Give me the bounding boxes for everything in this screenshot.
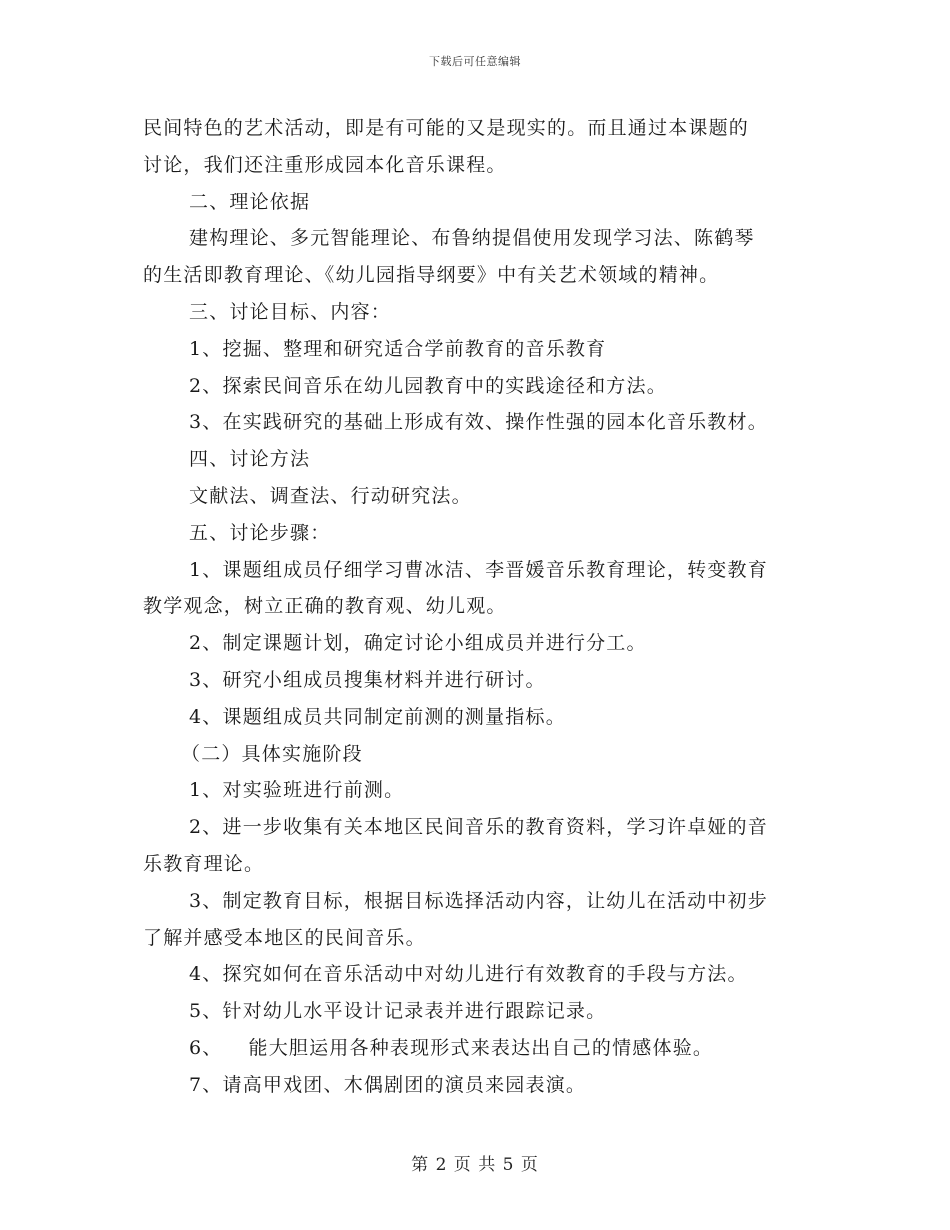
list-item: 3、制定教育目标，根据目标选择活动内容，让幼儿在活动中初步	[189, 889, 768, 912]
list-item-continuation: 了解并感受本地区的民间音乐。	[143, 926, 426, 949]
page-header: 下载后可任意编辑	[429, 55, 521, 68]
list-item: 4、课题组成员共同制定前测的测量指标。	[189, 705, 566, 728]
list-item: 5、针对幼儿水平设计记录表并进行跟踪记录。	[189, 1000, 607, 1023]
section-heading: 三、讨论目标、内容：	[189, 300, 392, 323]
list-text: 能大胆运用各种表现形式来表达出自己的情感体验。	[248, 1036, 714, 1059]
paragraph-line: 建构理论、多元智能理论、布鲁纳提倡使用发现学习法、陈鹤琴	[189, 227, 755, 250]
list-item: 3、在实践研究的基础上形成有效、操作性强的园本化音乐教材。	[189, 411, 768, 434]
section-heading: 五、讨论步骤：	[189, 521, 331, 544]
list-number: 6、	[189, 1036, 223, 1059]
paragraph-line: 讨论，我们还注重形成园本化音乐课程。	[143, 153, 507, 176]
page-number: 第 2 页 共 5 页	[411, 1155, 539, 1175]
list-item: 1、课题组成员仔细学习曹冰洁、李晋媛音乐教育理论，转变教育	[189, 558, 768, 581]
list-item: 4、探究如何在音乐活动中对幼儿进行有效教育的手段与方法。	[189, 963, 748, 986]
paragraph-line: 的生活即教育理论、《幼儿园指导纲要》中有关艺术领域的精神。	[143, 264, 720, 287]
section-heading: 二、理论依据	[189, 190, 311, 213]
list-item: 1、对实验班进行前测。	[189, 779, 405, 802]
section-heading: （二）具体实施阶段	[181, 742, 363, 765]
list-item: 2、进一步收集有关本地区民间音乐的教育资料，学习许卓娅的音	[189, 816, 768, 839]
section-heading: 四、讨论方法	[189, 448, 311, 471]
list-item	[143, 1030, 813, 1067]
document-body	[143, 110, 813, 1104]
list-item: 2、制定课题计划，确定讨论小组成员并进行分工。	[189, 632, 647, 655]
list-item: 3、研究小组成员搜集材料并进行研讨。	[189, 668, 546, 691]
list-item: 1、挖掘、整理和研究适合学前教育的音乐教育	[189, 337, 607, 360]
paragraph-line: 民间特色的艺术活动，即是有可能的又是现实的。而且通过本课题的	[143, 117, 750, 139]
list-item-continuation: 乐教育理论。	[143, 852, 265, 875]
list-item-continuation: 教学观念，树立正确的教育观、幼儿观。	[143, 595, 507, 618]
paragraph-line: 文献法、调查法、行动研究法。	[189, 484, 472, 507]
list-item: 7、请高甲戏团、木偶剧团的演员来园表演。	[189, 1073, 587, 1096]
list-item: 2、探索民间音乐在幼儿园教育中的实践途径和方法。	[189, 374, 667, 397]
